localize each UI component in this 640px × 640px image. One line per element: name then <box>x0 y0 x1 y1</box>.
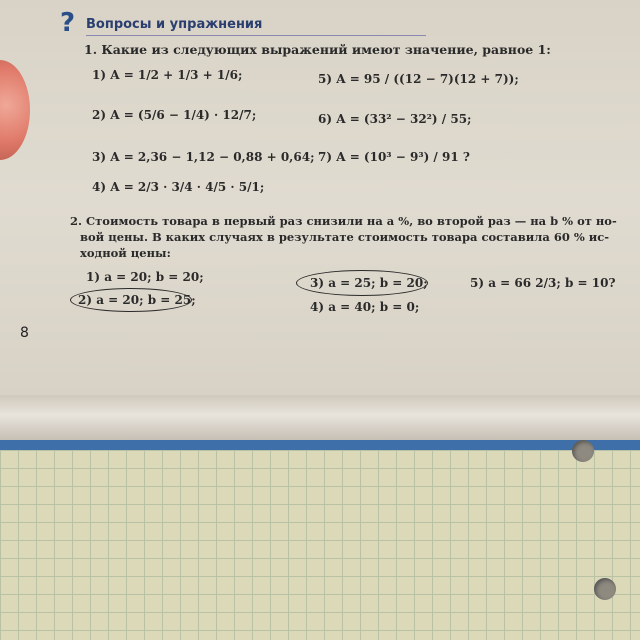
page-number: 8 <box>20 325 29 341</box>
graph-paper <box>0 450 640 640</box>
task2-option-5: 5) a = 66 2/3; b = 10? <box>470 276 616 290</box>
task2-option-4: 4) a = 40; b = 0; <box>310 300 420 314</box>
binder-hole <box>572 440 594 462</box>
task1-option-5: 5) A = 95 / ((12 − 7)(12 + 7)); <box>318 72 519 86</box>
task1-prompt: 1. Какие из следующих выражений имеют значение, равное 1: <box>84 42 551 57</box>
task2-option-3: 3) a = 25; b = 20; <box>310 276 428 290</box>
task2-line-1: 2. Стоимость товара в первый раз снизили на a %, во второй раз — на b % от но- <box>70 214 617 228</box>
question-mark-icon: ? <box>60 8 76 38</box>
pen-circle-mark <box>296 270 428 296</box>
task2-option-1: 1) a = 20; b = 20; <box>86 270 204 284</box>
page-edge <box>0 395 640 445</box>
task1-option-3: 3) A = 2,36 − 1,12 − 0,88 + 0,64; <box>92 150 315 164</box>
task2-option-2: 2) a = 20; b = 25; <box>78 293 196 307</box>
task1-option-4: 4) A = 2/3 · 3/4 · 4/5 · 5/1; <box>92 180 265 194</box>
task1-option-6: 6) A = (33² − 32²) / 55; <box>318 112 472 126</box>
section-title: Вопросы и упражнения <box>86 17 263 32</box>
task1-option-7: 7) A = (10³ − 9³) / 91 ? <box>318 150 470 164</box>
binder-hole <box>594 578 616 600</box>
task1-option-1: 1) A = 1/2 + 1/3 + 1/6; <box>92 68 243 82</box>
title-underline <box>86 35 426 36</box>
pen-circle-mark <box>70 288 192 312</box>
task2-line-2: вой цены. В каких случаях в результате стоимость товара составила 60 % ис- <box>80 230 610 244</box>
task1-option-2: 2) A = (5/6 − 1/4) · 12/7; <box>92 108 257 122</box>
task2-line-3: ходной цены: <box>80 246 171 260</box>
